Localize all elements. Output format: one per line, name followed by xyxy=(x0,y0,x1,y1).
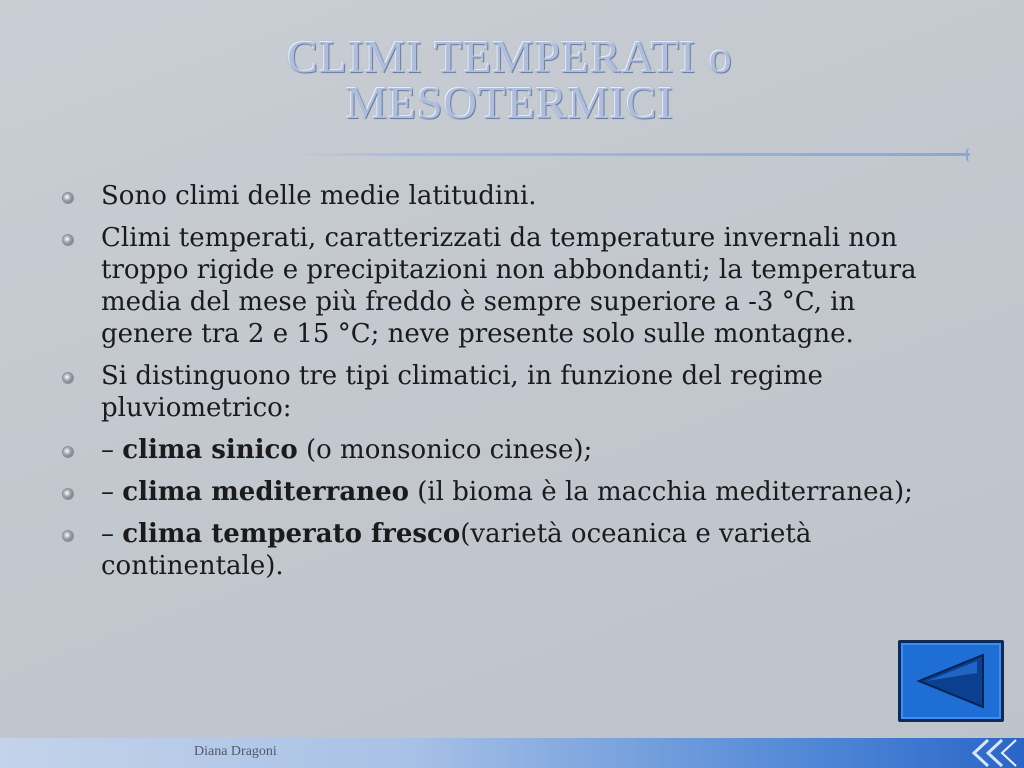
bullet-rest: (varietà oceanica e varietà continentale). xyxy=(101,519,812,581)
bullet-prefix: – xyxy=(101,435,123,465)
title-underline xyxy=(295,153,970,156)
bullet-prefix: – xyxy=(101,477,123,507)
bullet-text: Si distinguono tre tipi climatici, in funzione del regime pluviometrico: xyxy=(101,361,823,423)
double-chevron-icon xyxy=(958,738,1024,768)
bullet-icon xyxy=(63,373,73,383)
footer-bar xyxy=(0,738,1024,768)
bullet-item xyxy=(60,518,920,582)
bullet-prefix: – xyxy=(101,519,123,549)
bullet-rest: (o monsonico cinese); xyxy=(297,435,593,465)
bullet-icon xyxy=(63,235,73,245)
slide-title xyxy=(120,31,900,128)
bullet-text: Climi temperati, caratterizzati da temperature invernali non troppo rigide e precipitazioni non abbondanti; la temperatura media del mese più freddo è sempre superiore a -3 °C, in genere tra 2 e 15 °C; neve presente solo sulle montagne. xyxy=(101,223,917,349)
bullet-icon xyxy=(63,489,73,499)
footer-author: Diana Dragoni xyxy=(194,744,277,759)
bullet-item xyxy=(60,222,920,350)
bullet-text: Sono climi delle medie latitudini. xyxy=(101,181,537,211)
bullet-icon xyxy=(63,447,73,457)
title-line-1: CLIMI TEMPERATI o xyxy=(287,31,733,82)
back-triangle-icon xyxy=(913,651,989,711)
title-underline-cap xyxy=(966,148,974,162)
bullet-item xyxy=(60,434,920,466)
bullet-item xyxy=(60,360,920,424)
bullet-icon xyxy=(63,193,73,203)
bullet-list xyxy=(60,180,920,592)
title-line-2: MESOTERMICI xyxy=(346,77,674,128)
bullet-rest: (il bioma è la macchia mediterranea); xyxy=(408,477,913,507)
bullet-icon xyxy=(63,531,73,541)
bullet-bold-term: clima mediterraneo xyxy=(122,477,409,507)
bullet-bold-term: clima temperato fresco xyxy=(122,519,461,549)
bullet-item xyxy=(60,180,920,212)
bullet-item xyxy=(60,476,920,508)
bullet-bold-term: clima sinico xyxy=(122,435,298,465)
back-button[interactable] xyxy=(898,640,1004,722)
